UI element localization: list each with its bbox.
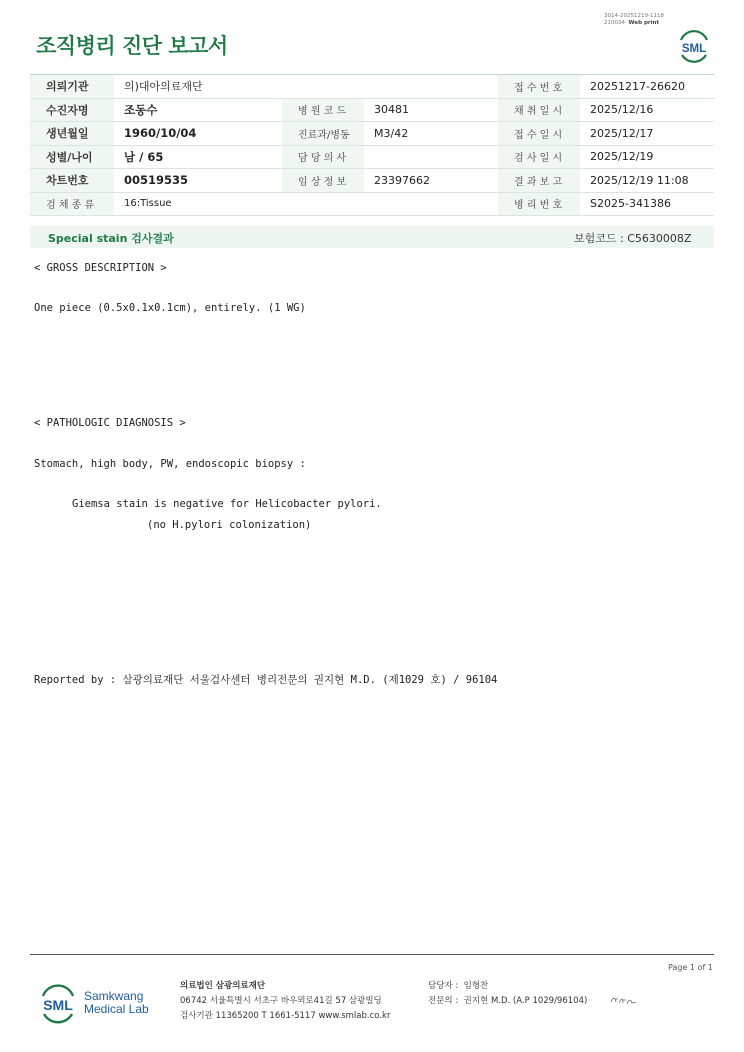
label-accession-no: 접 수 번 호: [498, 75, 580, 99]
brand-line-1: Samkwang: [84, 989, 144, 1003]
footer-divider: [30, 954, 714, 955]
label-result-report: 결 과 보 고: [498, 169, 580, 193]
print-meta-label: Web print: [628, 20, 660, 26]
manager-name: 임형찬: [463, 981, 489, 991]
specialist-name: 권지현 M.D. (A.P 1029/96104): [463, 996, 588, 1006]
table-row: [30, 122, 714, 146]
sml-logo-icon: [674, 28, 714, 64]
report-title: 조직병리 진단 보고서: [36, 34, 228, 58]
diagnosis-line-1: Giemsa stain is negative for Helicobacter pylori.: [72, 498, 382, 510]
print-meta-code: 3014-20251219-1118: [604, 13, 664, 19]
logo-text: SML: [681, 43, 707, 55]
gross-description-heading: < GROSS DESCRIPTION >: [34, 262, 167, 274]
value-attending-doctor: [364, 145, 498, 169]
gross-description-text: One piece (0.5x0.1x0.1cm), entirely. (1 WG): [34, 302, 306, 314]
label-receipt-date: 접 수 일 시: [498, 122, 580, 146]
value-patient-name: 조동수: [114, 98, 282, 122]
table-row: [30, 192, 714, 216]
brand-line-2: Medical Lab: [84, 1002, 149, 1016]
label-patient-name: 수진자명: [30, 98, 114, 122]
org-info: [180, 979, 390, 1024]
table-row: [30, 145, 714, 169]
label-collection-date: 채 취 일 시: [498, 98, 580, 122]
label-requesting-org: 의뢰기관: [30, 75, 114, 99]
table-row: [30, 75, 714, 99]
result-section-title: Special stain 검사결과: [48, 232, 174, 245]
diagnosis-line-2: (no H.pylori colonization): [147, 519, 312, 531]
brand-name: [84, 990, 149, 1016]
logo-text: SML: [43, 997, 73, 1013]
specialist-label: 전문의 :: [428, 996, 459, 1006]
value-specimen-type: 16:Tissue: [114, 192, 498, 216]
value-chart-no: 00519535: [114, 169, 282, 193]
table-row: [30, 169, 714, 193]
diagnosis-site: Stomach, high body, PW, endoscopic biopsy :: [34, 458, 306, 470]
label-test-date: 검 사 일 시: [498, 145, 580, 169]
org-contact: 검사기관 11365200 T 1661-5117 www.smlab.co.kr: [180, 1011, 391, 1021]
patient-info-table: [30, 74, 714, 216]
org-address: 06742 서울특별시 서초구 바우뫼로41길 57 삼광빌딩: [180, 996, 382, 1006]
label-clinical-info: 임 상 정 보: [282, 169, 364, 193]
value-hospital-code: 30481: [364, 98, 498, 122]
value-result-report: 2025/12/19 11:08: [580, 169, 714, 193]
label-chart-no: 차트번호: [30, 169, 114, 193]
value-collection-date: 2025/12/16: [580, 98, 714, 122]
org-name: 의료법인 삼광의료재단: [180, 981, 266, 991]
label-sex-age: 성별/나이: [30, 145, 114, 169]
reported-by: Reported by : 삼광의료재단 서울검사센터 병리전문의 권지현 M.D. (제1029 호) / 96104: [34, 674, 498, 686]
print-metadata: [604, 13, 664, 27]
label-pathology-no: 병 리 번 호: [498, 192, 580, 216]
value-sex-age: 남 / 65: [114, 145, 282, 169]
staff-info: [428, 979, 587, 1009]
value-department: M3/42: [364, 122, 498, 146]
pathologic-diagnosis-heading: < PATHOLOGIC DIAGNOSIS >: [34, 417, 186, 429]
value-receipt-date: 2025/12/17: [580, 122, 714, 146]
label-specimen-type: 검 체 종 류: [30, 192, 114, 216]
label-attending-doctor: 담 당 의 사: [282, 145, 364, 169]
value-birth-date: 1960/10/04: [114, 122, 282, 146]
value-pathology-no: S2025-341386: [580, 192, 714, 216]
value-test-date: 2025/12/19: [580, 145, 714, 169]
table-row: [30, 98, 714, 122]
sml-logo-icon: [36, 981, 80, 1025]
page-number: Page 1 of 1: [668, 963, 713, 972]
label-birth-date: 생년월일: [30, 122, 114, 146]
manager-label: 담당자 :: [428, 981, 459, 991]
label-department: 진료과/병동: [282, 122, 364, 146]
print-meta-id: 210034: [604, 20, 625, 26]
insurance-code: 보험코드 : C5630008Z: [574, 232, 692, 245]
label-hospital-code: 병 원 코 드: [282, 98, 364, 122]
signature-icon: [609, 994, 639, 1008]
value-accession-no: 20251217-26620: [580, 75, 714, 99]
value-requesting-org: 의)대아의료재단: [114, 75, 498, 99]
value-clinical-info: 23397662: [364, 169, 498, 193]
